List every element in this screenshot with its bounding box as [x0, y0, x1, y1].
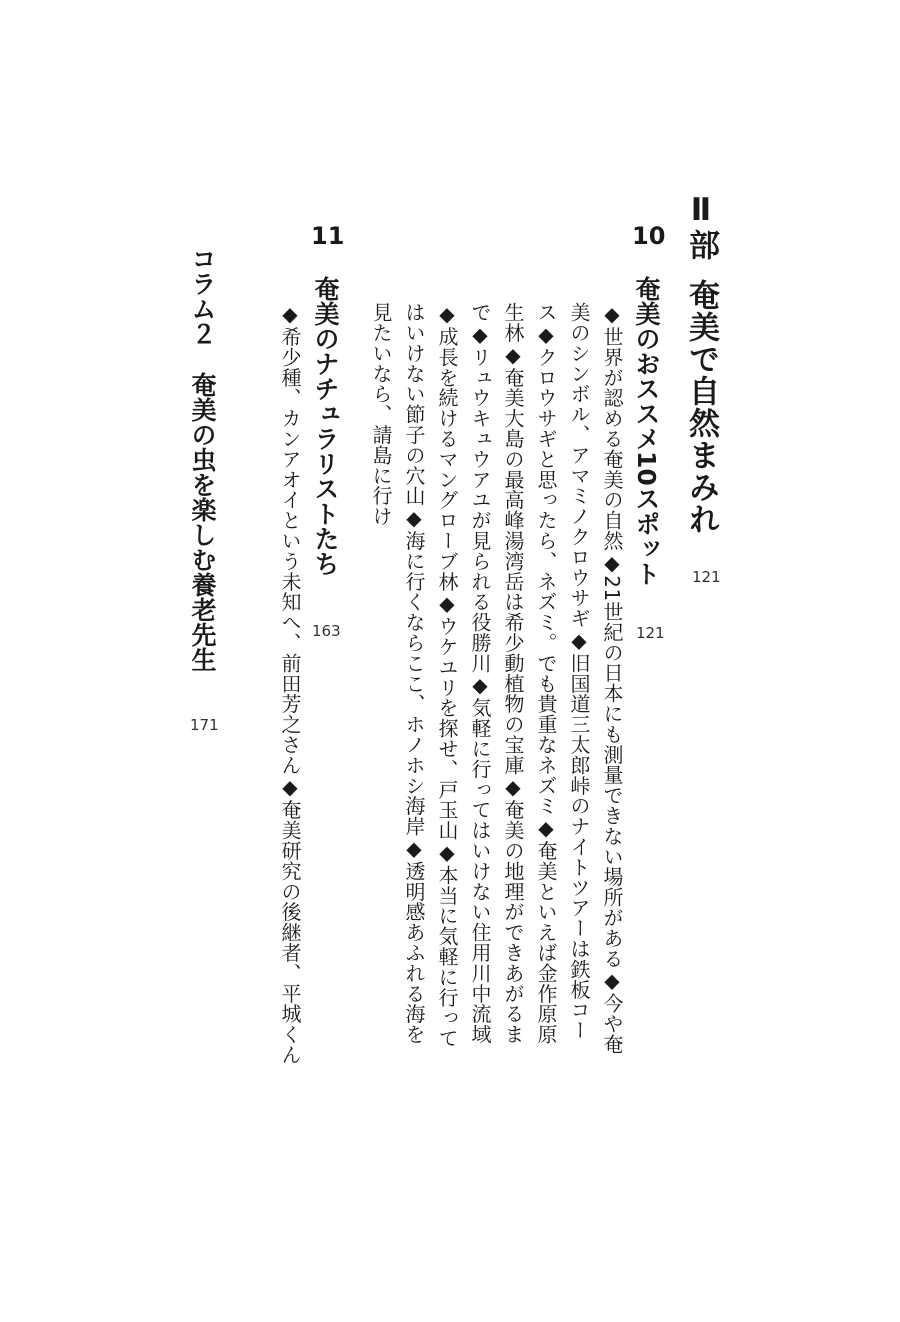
part-heading: [679, 192, 724, 535]
part-title: 奄美で自然まみれ: [683, 279, 719, 535]
chapter-10-number: 10: [632, 222, 666, 250]
column-title: 奄美の虫を楽しむ養老先生: [188, 372, 217, 672]
chapter-11-line: ◆希少種、カンアオイという未知へ、前田芳之さん◆奄美研究の後継者、平城くん: [278, 302, 302, 1065]
chapter-10-line: で◆リュウキュウアユが見られる役勝川◆気軽に行ってはいけない住用川中流域: [468, 302, 492, 1045]
chapter-11-page: 163: [312, 622, 341, 640]
chapter-10-page: 121: [636, 624, 665, 642]
chapter-10-line: 見たいなら、請島に行け: [369, 302, 393, 527]
chapter-10-line: はいけない節子の穴山◆海に行くならここ、ホノホシ海岸◆透明感あふれる海を: [402, 302, 426, 1045]
part-label: Ⅱ部: [683, 192, 719, 261]
column-label: コラム２: [188, 246, 217, 346]
chapter-10-line: ◆世界が認める奄美の自然◆21世紀の日本にも測量できない場所がある◆今や奄: [600, 302, 624, 1055]
chapter-10-line: 美のシンボル、アマミノクロウサギ◆旧国道三太郎峠のナイトツアーは鉄板コー: [567, 302, 591, 1041]
part-page: 121: [692, 568, 721, 586]
chapter-10-line: 生林◆奄美大島の最高峰湯湾岳は希少動植物の宝庫◆奄美の地理ができあがるま: [501, 302, 525, 1045]
column-page: 171: [190, 716, 219, 734]
chapter-11-number: 11: [311, 222, 345, 250]
chapter-10-title: 奄美のおススメ10スポット: [632, 276, 661, 586]
chapter-10-line: ◆成長を続けるマングローブ林◆ウケユリを探せ、戸玉山◆本当に気軽に行って: [435, 302, 459, 1049]
chapter-10-line: ス◆クロウサギと思ったら、ネズミ。でも貴重なネズミ◆奄美といえば金作原原: [534, 302, 558, 1045]
column-heading: [184, 246, 220, 672]
chapter-11-title: 奄美のナチュラリストたち: [311, 276, 340, 576]
